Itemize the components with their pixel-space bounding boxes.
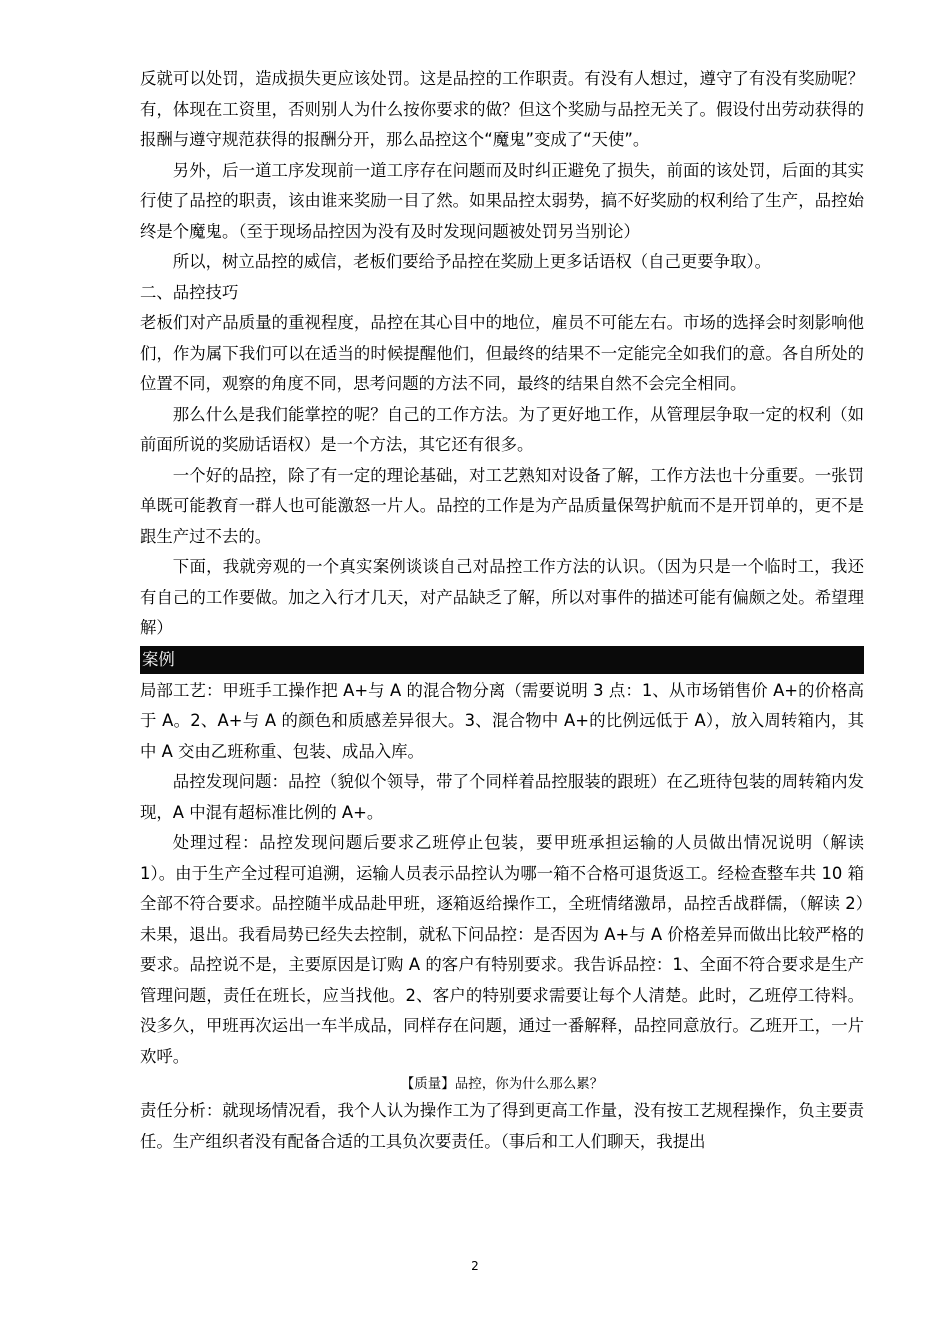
paragraph-indented: 下面，我就旁观的一个真实案例谈谈自己对品控工作方法的认识。（因为只是一个临时工，我还有自己的工作要做。加之入行才几天，对产品缺乏了解，所以对事件的描述可能有偏颇之处。希望理解） <box>140 557 864 637</box>
section-heading: 二、品控技巧 <box>140 282 239 302</box>
paragraph-indented: 所以，树立品控的威信，老板们要给予品控在奖励上更多话语权（自己更要争取）。 <box>172 252 772 271</box>
paragraph: 局部工艺：甲班手工操作把 A+与 A 的混合物分离（需要说明 3 点：1、从市场销售价 A+的价格高于 A。2、A+与 A 的颜色和质感差异很大。3、混合物中 A+的比例远低于 A），放入周转箱内，其中 A 交由乙班称重、包装、成品入库。 <box>140 680 864 761</box>
paragraph-indented: 那么什么是我们能掌控的呢？自己的工作方法。为了更好地工作，从管理层争取一定的权利（如前面所说的奖励话语权）是一个方法，其它还有很多。 <box>140 404 864 454</box>
document-body <box>140 64 864 1157</box>
paragraph: 老板们对产品质量的重视程度，品控在其心目中的地位，雇员不可能左右。市场的选择会时刻影响他们，作为属下我们可以在适当的时候提醒他们，但最终的结果不一定能完全如我们的意。各自所处的位置不同，观察的角度不同，思考问题的方法不同，最终的结果自然不会完全相同。 <box>140 313 864 393</box>
paragraph-indented: 一个好的品控，除了有一定的理论基础，对工艺熟知对设备了解，工作方法也十分重要。一张罚单既可能教育一群人也可能激怒一片人。品控的工作是为产品质量保驾护航而不是开罚单的，更不是跟生产过不去的。 <box>140 465 864 546</box>
running-title: 【质量】品控，你为什么那么累？ <box>400 1076 604 1092</box>
paragraph-indented: 另外，后一道工序发现前一道工序存在问题而及时纠正避免了损失，前面的该处罚，后面的其实行使了品控的职责，该由谁来奖励一目了然。如果品控太弱势，搞不好奖励的权利给了生产，品控始终是个魔鬼。（至于现场品控因为没有及时发现问题被处罚另当别论） <box>140 160 864 241</box>
page-number: 2 <box>471 1259 479 1273</box>
paragraph-indented: 品控发现问题：品控（貌似个领导，带了个同样着品控服装的跟班）在乙班待包装的周转箱内发现，A 中混有超标准比例的 A+。 <box>140 772 864 822</box>
paragraph-continued: 反就可以处罚，造成损失更应该处罚。这是品控的工作职责。有没有人想过，遵守了有没有奖励呢？有，体现在工资里，否则别人为什么按你要求的做？但这个奖励与品控无关了。假设付出劳动获得的报酬与遵守规范获得的报酬分开，那么品控这个“魔鬼”变成了“天使”。 <box>140 69 864 149</box>
paragraph: 责任分析：就现场情况看，我个人认为操作工为了得到更高工作量，没有按工艺规程操作，负主要责任。生产组织者没有配备合适的工具负次要责任。（事后和工人们聊天，我提出 <box>140 1101 864 1151</box>
paragraph-indented: 处理过程：品控发现问题后要求乙班停止包装，要甲班承担运输的人员做出情况说明（解读 1）。由于生产全过程可追溯，运输人员表示品控认为哪一箱不合格可退货返工。经检查整车共 10 箱全部不符合要求。品控随半成品赴甲班，逐箱返给操作工，全班情绪激昂，品控舌战群儒，（解读 2）未果，退出。我看局势已经失去控制，就私下问品控：是否因为 A+与 A 价格差异而做出比较严格的要求。品控说不是，主要原因是订购 A 的客户有特别要求。我告诉品控：1、全面不符合要求是生产管理问题，责任在班长，应当找他。2、客户的特别要求需要让每个人清楚。此时，乙班停工待料。没多久，甲班再次运出一车半成品，同样存在问题，通过一番解释，品控同意放行。乙班开工，一片欢呼。 <box>140 833 864 1066</box>
case-heading-bar: 案例 <box>140 646 864 674</box>
